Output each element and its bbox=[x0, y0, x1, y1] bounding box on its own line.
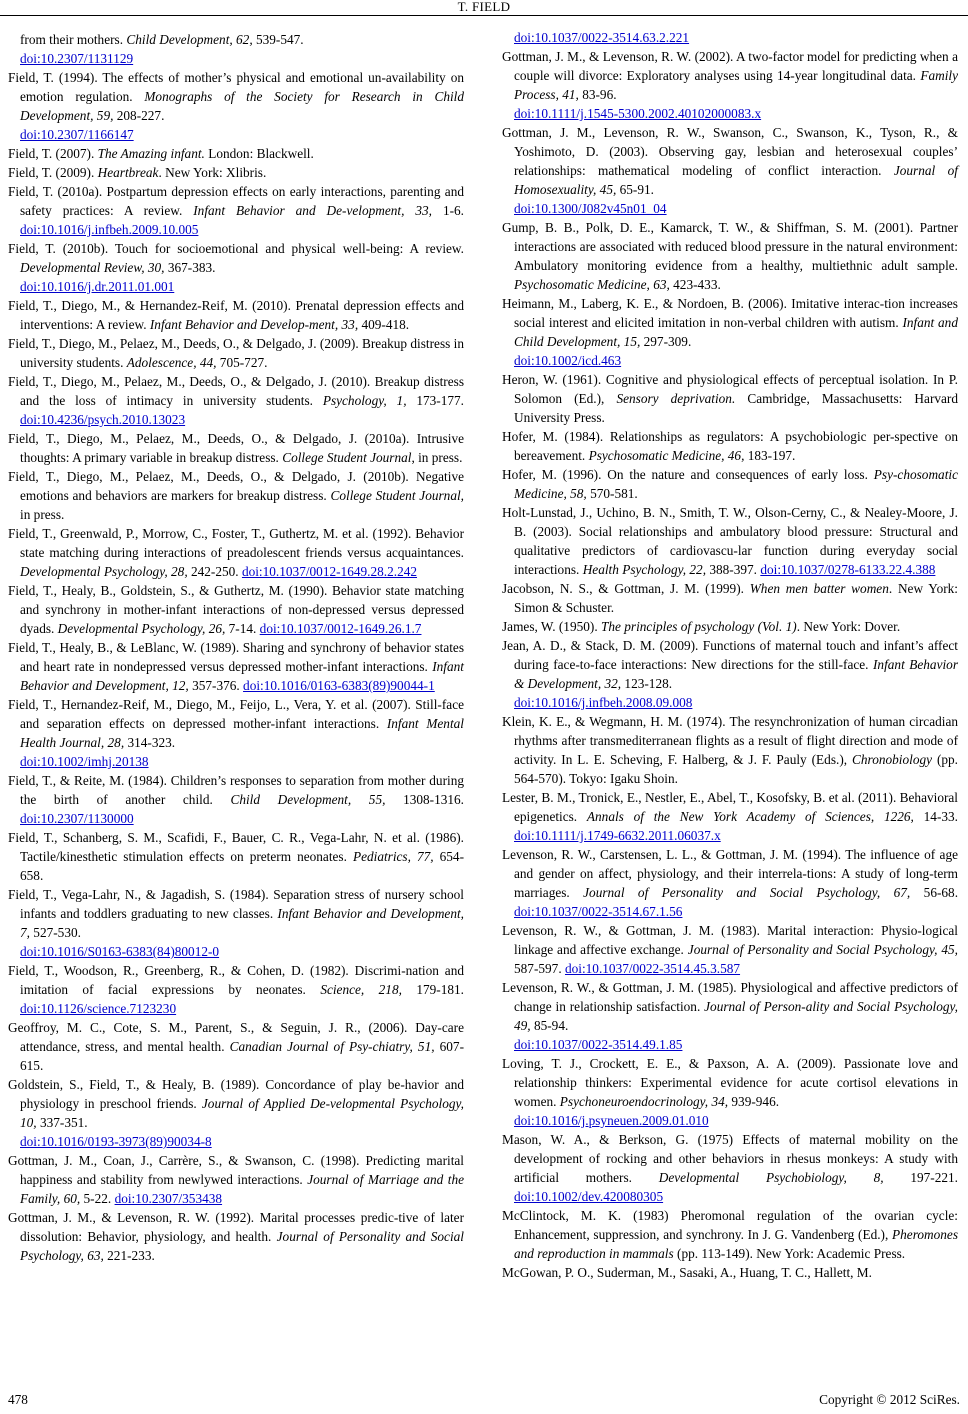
reference-entry bbox=[502, 123, 958, 218]
reference-pages: 357-376. bbox=[188, 678, 244, 693]
reference-pages: 65-91. bbox=[616, 182, 654, 197]
reference-source: The principles of psychology (Vol. 1) bbox=[600, 619, 797, 634]
reference-pages: 527-530. bbox=[29, 925, 81, 940]
reference-pages: 1308-1316. bbox=[385, 792, 465, 807]
reference-entry bbox=[8, 296, 464, 334]
reference-text: from their mothers. bbox=[20, 32, 127, 47]
reference-text: Holt-Lunstad, J., Uchino, B. N., Smith, T. W., Olson-Cerny, C., & Nealey-Moore, J. B. (2003). Social relationships and ambulatory blood pressure: Structural and qualitative predictors of cardiovascu-lar function during everyday social interactions. bbox=[502, 505, 958, 577]
reference-entry bbox=[8, 828, 464, 885]
reference-text: Klein, K. E., & Wegmann, H. M. (1974). The resynchronization of human circadian rhythms after transmediterranean flights as a result of flight direction and mode of activity. In L. E. Scheving, F. Halberg, & J. F. Pauly (Eds.), bbox=[502, 714, 958, 767]
reference-pages: in press. bbox=[20, 507, 65, 522]
reference-text: Field, T., Greenwald, P., Morrow, C., Foster, T., Guthertz, M. et al. (1992). Behavior state matching during interactions of preadolescent friends versus acquaintances. bbox=[8, 526, 464, 560]
reference-pages: 1-6. bbox=[432, 203, 464, 218]
reference-entry bbox=[8, 695, 464, 771]
reference-source: Infant Behavior and Development, 12, bbox=[20, 659, 464, 693]
right-reference-column bbox=[502, 28, 958, 1282]
reference-text: Field, T. (1994). The effects of mother’s physical and emotional un-availability on emotion regulation. bbox=[8, 70, 464, 104]
reference-entry bbox=[8, 1018, 464, 1075]
reference-entry bbox=[502, 978, 958, 1054]
reference-source: Psy-chosomatic Medicine, 58, bbox=[514, 467, 958, 501]
reference-pages: 939-946. bbox=[728, 1094, 780, 1109]
reference-text: Geoffroy, M. C., Cote, S. M., Parent, S., & Seguin, J. R., (2006). Day-care attendance, stress, and mental health. bbox=[8, 1020, 464, 1054]
reference-pages: 388-397. bbox=[706, 562, 761, 577]
reference-source: Psychosomatic Medicine, 46, bbox=[588, 448, 745, 463]
reference-pages: 607-615. bbox=[20, 1039, 464, 1073]
doi-link[interactable]: doi:10.1037/0012-1649.28.2.242 bbox=[241, 564, 418, 579]
reference-source: College Student Journal, bbox=[330, 488, 464, 503]
reference-entry bbox=[502, 218, 958, 294]
reference-pages: 173-177. bbox=[406, 393, 464, 408]
reference-pages: 85-94. bbox=[530, 1018, 569, 1033]
reference-text: Levenson, R. W., & Gottman, J. M. (1983). Marital interaction: Physio-logical linkage and affective exchange. bbox=[502, 923, 958, 957]
reference-text: Field, T., Diego, M., Pelaez, M., Deeds, O., & Delgado, J. (2010b). Negative emotions and behaviors are markers for breakup distress. bbox=[8, 469, 464, 503]
reference-pages: . New York: Simon & Schuster. bbox=[514, 581, 958, 615]
reference-text: Hofer, M. (1996). On the nature and consequences of early loss. bbox=[502, 467, 874, 482]
reference-source: Journal of Homosexuality, 45, bbox=[514, 163, 958, 197]
reference-source: Child Development, 62, bbox=[126, 32, 253, 47]
doi-link[interactable]: doi:10.2307/1166147 bbox=[20, 127, 134, 142]
doi-link[interactable]: doi:10.1037/0022-3514.67.1.56 bbox=[514, 904, 683, 919]
reference-text: Field, T., Diego, M., Pelaez, M., Deeds, O., & Delgado, J. (2010). Breakup distress and the loss of intimacy in university students. bbox=[8, 374, 464, 408]
reference-pages: 587-597. bbox=[514, 961, 565, 976]
reference-entry bbox=[8, 467, 464, 524]
reference-pages: 367-383. bbox=[164, 260, 216, 275]
doi-link[interactable]: doi:10.4236/psych.2010.13023 bbox=[20, 412, 186, 427]
reference-text: Mason, W. A., & Berkson, G. (1975) Effects of maternal mobility on the development of rocking and other behaviors in rhesus monkeys: A study with artificial mothers. bbox=[502, 1132, 958, 1185]
doi-link[interactable]: doi:10.2307/353438 bbox=[114, 1191, 223, 1206]
reference-entry bbox=[8, 885, 464, 961]
doi-link[interactable]: doi:10.1037/0022-3514.63.2.221 bbox=[514, 30, 690, 45]
reference-pages: 183-197. bbox=[744, 448, 796, 463]
reference-text: Goldstein, S., Field, T., & Healy, B. (1989). Concordance of play be-havior and physiology in preschool friends. bbox=[8, 1077, 464, 1111]
reference-text: Jacobson, N. S., & Gottman, J. M. (1999). bbox=[502, 581, 750, 596]
reference-entry bbox=[502, 47, 958, 123]
reference-entry bbox=[502, 503, 958, 579]
reference-source: Psychosomatic Medicine, 63, bbox=[514, 277, 670, 292]
reference-text: Gottman, J. M., & Levenson, R. W. (1992). Marital processes predic-tive of later dissolution: Behavior, physiology, and health. bbox=[8, 1210, 464, 1244]
reference-entry bbox=[8, 1151, 464, 1208]
reference-entry bbox=[8, 524, 464, 581]
reference-entry bbox=[502, 28, 958, 47]
reference-pages: (pp. 564-570). Tokyo: Igaku Shoin. bbox=[514, 752, 959, 786]
reference-entry bbox=[502, 465, 958, 503]
reference-text: Heimann, M., Laberg, K. E., & Nordoen, B. (2006). Imitative interac-tion increases social interest and elicited imitation in non-verbal children with autism. bbox=[502, 296, 958, 330]
reference-pages: 5-22. bbox=[80, 1191, 115, 1206]
reference-pages: 314-323. bbox=[124, 735, 176, 750]
reference-text: Field, T. (2009). bbox=[8, 165, 98, 180]
running-title: T. FIELD bbox=[457, 0, 511, 14]
left-reference-column bbox=[8, 30, 464, 1265]
doi-link[interactable]: doi:10.1111/j.1749-6632.2011.06037.x bbox=[514, 828, 721, 843]
reference-pages: London: Blackwell. bbox=[204, 146, 314, 161]
reference-entry bbox=[502, 294, 958, 370]
reference-source: Infant Behavior and Development, 7, bbox=[20, 906, 464, 940]
reference-pages: 337-351. bbox=[36, 1115, 88, 1130]
reference-entry bbox=[502, 921, 958, 978]
reference-entry bbox=[8, 30, 464, 68]
doi-link[interactable]: doi:10.1002/dev.420080305 bbox=[514, 1189, 664, 1204]
reference-entry bbox=[502, 617, 958, 636]
reference-text: Field, T., Diego, M., Pelaez, M., Deeds, O., & Delgado, J. (2009). Breakup distress in university students. bbox=[8, 336, 464, 370]
reference-text: Field, T. (2010b). Touch for socioemotional and physical well-being: A review. bbox=[8, 241, 464, 256]
reference-source: Annals of the New York Academy of Sciences, 1226, bbox=[586, 809, 914, 824]
reference-entry bbox=[8, 334, 464, 372]
reference-entry bbox=[8, 144, 464, 163]
doi-link[interactable]: doi:10.1016/0163-6383(89)90044-1 bbox=[243, 678, 435, 693]
reference-source: Child Development, 55, bbox=[230, 792, 386, 807]
reference-text: Field, T., Diego, M., Pelaez, M., Deeds, O., & Delgado, J. (2010a). Intrusive thoughts: A primary variable in breakup distress. bbox=[8, 431, 464, 465]
reference-text: Field, T., & Reite, M. (1984). Children’s responses to separation from mother during the birth of another child. bbox=[8, 773, 464, 807]
reference-source: Journal of Person-ality and Social Psychology, 49, bbox=[514, 999, 958, 1033]
reference-source: Sensory deprivation. bbox=[616, 391, 736, 406]
reference-pages: Cambridge, Massachusetts: Harvard University Press. bbox=[514, 391, 958, 425]
reference-source: Pheromones and reproduction in mammals bbox=[514, 1227, 958, 1261]
doi-link[interactable]: doi:10.1016/j.psyneuen.2009.01.010 bbox=[514, 1113, 709, 1128]
doi-link[interactable]: doi:10.1037/0022-3514.45.3.587 bbox=[564, 961, 741, 976]
reference-source: Psychology, 1, bbox=[322, 393, 407, 408]
reference-source: Family Process, 41, bbox=[514, 68, 958, 102]
reference-pages: 208-227. bbox=[113, 108, 165, 123]
reference-source: Chronobiology bbox=[852, 752, 933, 767]
reference-source: Health Psychology, 22, bbox=[582, 562, 707, 577]
doi-link[interactable]: doi:10.1016/j.infbeh.2008.09.008 bbox=[514, 695, 693, 710]
reference-source: Developmental Psychobiology, 8, bbox=[658, 1170, 884, 1185]
doi-link[interactable]: doi:10.1126/science.7123230 bbox=[20, 1001, 177, 1016]
doi-link[interactable]: doi:10.1002/icd.463 bbox=[514, 353, 622, 368]
reference-source: Infant Behavior and Develop-ment, 33, bbox=[149, 317, 359, 332]
reference-entry bbox=[502, 1263, 958, 1282]
reference-text: Levenson, R. W., & Gottman, J. M. (1985). Physiological and affective predictors of change in relationship satisfaction. bbox=[502, 980, 958, 1014]
reference-source: Heartbreak bbox=[97, 165, 159, 180]
reference-pages: 56-68. bbox=[910, 885, 959, 900]
reference-source: Adolescence, 44, bbox=[126, 355, 217, 370]
doi-link[interactable]: doi:10.1300/J082v45n01_04 bbox=[514, 201, 667, 216]
reference-text: Gottman, J. M., Levenson, R. W., Swanson, C., Swanson, K., Tyson, R., & Yoshimoto, D. (2003). Observing gay, lesbian and heterosexual couples’ relationships: mathematical modeling of conflict interaction. bbox=[502, 125, 958, 178]
reference-source: The Amazing infant. bbox=[97, 146, 205, 161]
reference-text: McGowan, P. O., Suderman, M., Sasaki, A., Huang, T. C., Hallett, M. bbox=[502, 1265, 872, 1280]
doi-link[interactable]: doi:10.1002/imhj.20138 bbox=[20, 754, 149, 769]
reference-pages: (pp. 113-149). New York: Academic Press. bbox=[673, 1246, 906, 1261]
reference-entry bbox=[8, 581, 464, 638]
doi-link[interactable]: doi:10.1037/0012-1649.26.1.7 bbox=[259, 621, 422, 636]
reference-entry bbox=[8, 638, 464, 695]
reference-pages: 123-128. bbox=[621, 676, 673, 691]
reference-entry bbox=[8, 961, 464, 1018]
reference-text: Field, T. (2010a). Postpartum depression effects on early interactions, parenting and safety practices: A review. bbox=[8, 184, 464, 218]
reference-pages: 7-14. bbox=[225, 621, 260, 636]
doi-link[interactable]: doi:10.1111/j.1545-5300.2002.40102000083.x bbox=[514, 106, 762, 121]
reference-pages: 179-181. bbox=[401, 982, 464, 997]
reference-pages: 221-233. bbox=[103, 1248, 155, 1263]
doi-link[interactable]: doi:10.1016/0193-3973(89)90034-8 bbox=[20, 1134, 212, 1149]
page-number: 478 bbox=[8, 1392, 28, 1407]
reference-entry bbox=[502, 712, 958, 788]
reference-source: Developmental Psychology, 26, bbox=[57, 621, 226, 636]
reference-text: Loving, T. J., Crockett, E. E., & Paxson, A. A. (2009). Passionate love and relationship thinkers: Experimental evidence for acute cortisol elevations in women. bbox=[502, 1056, 958, 1109]
doi-link[interactable]: doi:10.1037/0278-6133.22.4.388 bbox=[760, 562, 936, 577]
reference-source: Infant Behavior & Development, 32, bbox=[514, 657, 958, 691]
reference-entry bbox=[8, 163, 464, 182]
reference-pages: 297-309. bbox=[640, 334, 692, 349]
reference-source: Psychoneuroendocrinology, 34, bbox=[559, 1094, 729, 1109]
doi-link[interactable]: doi:10.1037/0022-3514.49.1.85 bbox=[514, 1037, 683, 1052]
reference-source: Infant Behavior and De-velopment, 33, bbox=[193, 203, 432, 218]
reference-entry bbox=[502, 370, 958, 427]
reference-text: Jean, A. D., & Stack, D. M. (2009). Functions of maternal touch and infant’s affect during face-to-face interactions: New directions for the still-face. bbox=[502, 638, 958, 672]
reference-text: Gottman, J. M., & Levenson, R. W. (2002). A two-factor model for predicting when a couple will divorce: Exploratory analyses using 14-year longitudinal data. bbox=[502, 49, 958, 83]
reference-entry bbox=[8, 182, 464, 239]
reference-source: When men batter women bbox=[749, 581, 889, 596]
reference-text: Field, T., Woodson, R., Greenberg, R., & Cohen, D. (1982). Discrimi-nation and imitation of facial expressions by neonates. bbox=[8, 963, 464, 997]
reference-text: Field, T., Hernandez-Reif, M., Diego, M., Feijo, L., Vera, Y. et al. (2007). Still-face and separation effects on depressed mother-infant interactions. bbox=[8, 697, 464, 731]
reference-pages: 197-221. bbox=[883, 1170, 958, 1185]
reference-entry bbox=[8, 1208, 464, 1265]
reference-text: James, W. (1950). bbox=[502, 619, 601, 634]
reference-entry bbox=[502, 427, 958, 465]
reference-text: Lester, B. M., Tronick, E., Nestler, E., Abel, T., Kosofsky, B. et al. (2011). Behavioral epigenetics. bbox=[502, 790, 958, 824]
reference-text: Field, T., Healy, B., & LeBlanc, W. (1989). Sharing and synchrony of behavior states and heart rate in nondepressed versus depressed mother-infant interactions. bbox=[8, 640, 464, 674]
doi-link[interactable]: doi:10.1016/j.dr.2011.01.001 bbox=[20, 279, 175, 294]
reference-entry bbox=[8, 68, 464, 144]
reference-text: Heron, W. (1961). Cognitive and physiological effects of perceptual isolation. In P. Solomon (Ed.), bbox=[502, 372, 958, 406]
reference-text: Field, T., Healy, B., Goldstein, S., & Guthertz, M. (1990). Behavior state matching and synchrony in mother-infant interactions of non-depressed versus depressed dyads. bbox=[8, 583, 464, 636]
reference-text: Field, T. (2007). bbox=[8, 146, 98, 161]
reference-pages: , in press. bbox=[411, 450, 463, 465]
reference-entry bbox=[502, 579, 958, 617]
reference-text: Hofer, M. (1984). Relationships as regulators: A psychobiologic per-spective on bereavement. bbox=[502, 429, 958, 463]
copyright-notice: Copyright © 2012 SciRes. bbox=[819, 1392, 960, 1407]
reference-text: Field, T., Diego, M., & Hernandez-Reif, M. (2010). Prenatal depression effects and interventions: A review. bbox=[8, 298, 464, 332]
reference-pages: 409-418. bbox=[358, 317, 410, 332]
reference-pages: 539-547. bbox=[252, 32, 304, 47]
reference-source: Journal of Personality and Social Psychology, 67, bbox=[583, 885, 911, 900]
reference-source: Infant Mental Health Journal, 28, bbox=[20, 716, 464, 750]
reference-text: McClintock, M. K. (1983) Pheromonal regulation of the ovarian cycle: Enhancement, suppression, and synchrony. In J. G. Vandenberg (Ed.), bbox=[502, 1208, 958, 1242]
reference-source: Canadian Journal of Psy-chiatry, 51, bbox=[229, 1039, 435, 1054]
reference-source: Infant and Child Development, 15, bbox=[514, 315, 958, 349]
reference-entry bbox=[8, 372, 464, 429]
reference-entry bbox=[502, 1054, 958, 1130]
reference-entry bbox=[8, 429, 464, 467]
reference-entry bbox=[502, 1206, 958, 1263]
reference-pages: 83-96. bbox=[578, 87, 617, 102]
doi-link[interactable]: doi:10.1016/j.infbeh.2009.10.005 bbox=[20, 222, 199, 237]
reference-pages: 654-658. bbox=[20, 849, 464, 883]
reference-pages: . New York: Dover. bbox=[796, 619, 901, 634]
reference-source: Monographs of the Society for Research in Child Development, 59, bbox=[20, 89, 465, 123]
reference-text: Field, T., Schanberg, S. M., Scafidi, F., Bauer, C. R., Vega-Lahr, N. et al. (1986). Tactile/kinesthetic stimulation effects on preterm neonates. bbox=[8, 830, 464, 864]
reference-text: Gump, B. B., Polk, D. E., Kamarck, T. W., & Shiffman, S. M. (2001). Partner interactions are associated with reduced blood pressure in the natural environment: Ambulatory monitoring evidence from a healthy, multiethnic adult sample. bbox=[502, 220, 958, 273]
reference-pages: 423-433. bbox=[669, 277, 721, 292]
reference-pages: 705-727. bbox=[216, 355, 268, 370]
reference-entry bbox=[502, 636, 958, 712]
reference-source: Developmental Psychology, 28, bbox=[20, 564, 188, 579]
reference-text: Field, T., Vega-Lahr, N., & Jagadish, S. (1984). Separation stress of nursery school infants and toddlers graduating to new classes. bbox=[8, 887, 464, 921]
reference-source: Developmental Review, 30, bbox=[20, 260, 165, 275]
reference-text: Levenson, R. W., Carstensen, L. L., & Gottman, J. M. (1994). The influence of age and gender on affect, physiology, and their interrela-tions: A study of long-term marriages. bbox=[502, 847, 958, 900]
reference-source: Journal of Personality and Social Psychology, 45, bbox=[687, 942, 958, 957]
running-header bbox=[0, 0, 968, 20]
reference-pages: 570-581. bbox=[586, 486, 638, 501]
reference-entry bbox=[8, 1075, 464, 1151]
reference-source: Science, 218, bbox=[320, 982, 402, 997]
reference-entry bbox=[8, 771, 464, 828]
reference-entry bbox=[502, 845, 958, 921]
reference-source: Journal of Applied De-velopmental Psychology, 10, bbox=[20, 1096, 465, 1130]
reference-source: Pediatrics, 77, bbox=[352, 849, 434, 864]
reference-source: College Student Journal bbox=[282, 450, 412, 465]
doi-link[interactable]: doi:10.2307/1130000 bbox=[20, 811, 134, 826]
reference-pages: 14-33. bbox=[913, 809, 958, 824]
reference-text: Gottman, J. M., Coan, J., Carrère, S., & Swanson, C. (1998). Predicting marital happiness and stability from newlywed interactions. bbox=[8, 1153, 464, 1187]
reference-entry bbox=[502, 788, 958, 845]
reference-pages: 242-250. bbox=[187, 564, 242, 579]
header-rule bbox=[0, 15, 968, 16]
doi-link[interactable]: doi:10.1016/S0163-6383(84)80012-0 bbox=[20, 944, 220, 959]
reference-entry bbox=[502, 1130, 958, 1206]
reference-source: Journal of Marriage and the Family, 60, bbox=[20, 1172, 464, 1206]
reference-pages: . New York: Xlibris. bbox=[158, 165, 267, 180]
doi-link[interactable]: doi:10.2307/1131129 bbox=[20, 51, 134, 66]
reference-source: Journal of Personality and Social Psychology, 63, bbox=[20, 1229, 464, 1263]
reference-entry bbox=[8, 239, 464, 296]
